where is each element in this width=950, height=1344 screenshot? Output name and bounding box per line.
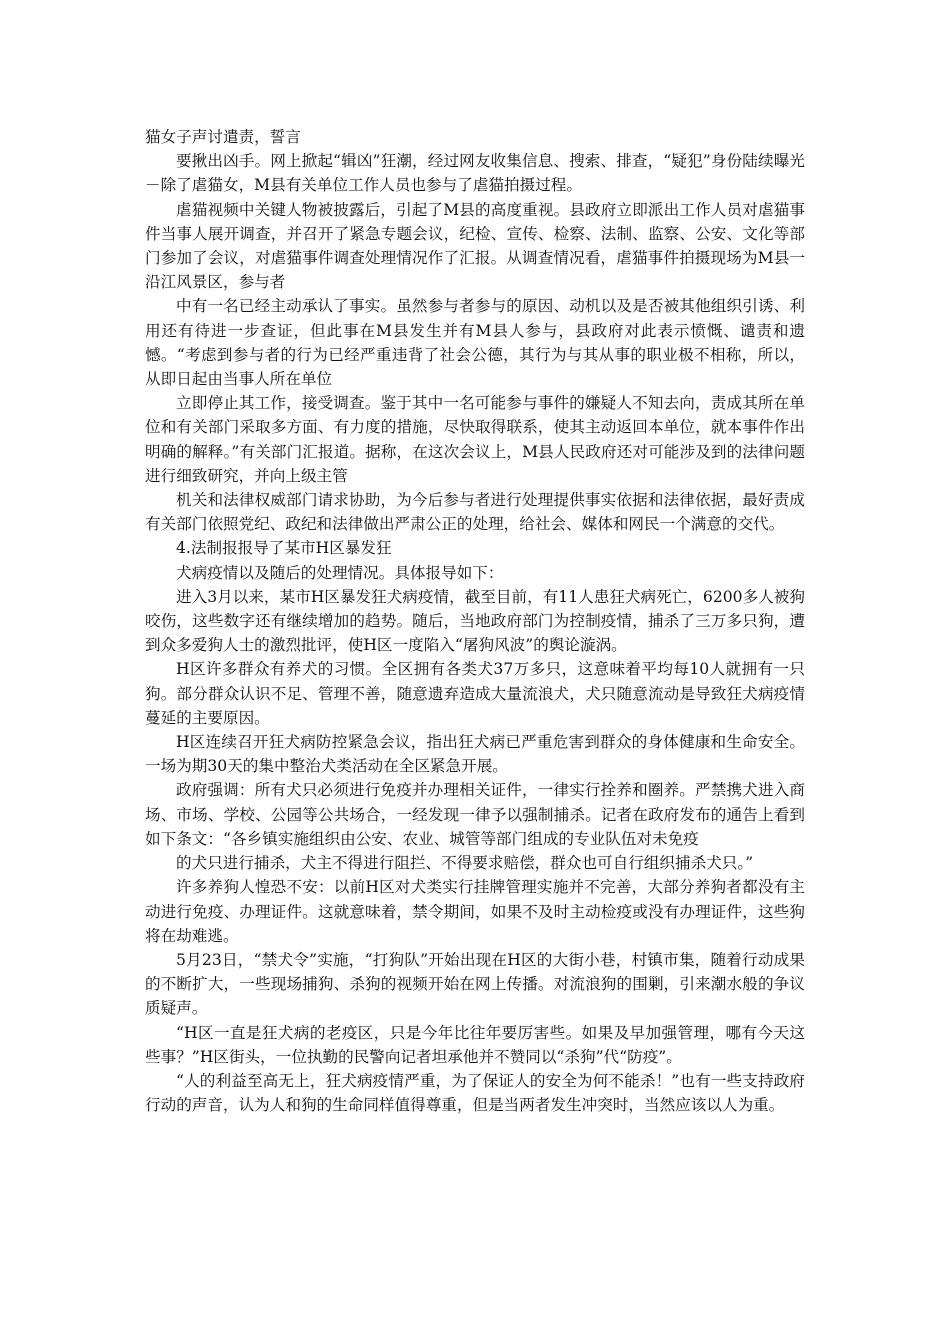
paragraph: 的犬只进行捕杀，犬主不得进行阻拦、不得要求赔偿，群众也可自行组织捕杀犬只。” — [176, 854, 754, 873]
paragraph: 中有一名已经主动承认了事实。虽然参与者参与的原因、动机以及是否被其他组织引诱、利用还有待进一步查证，但此事在M县发生并有M县人参与，县政府对此表示愤慨、谴责和遗憾。“考虑到参与者的行为已经严重违背了社会公德，其行为与其从事的职业极不相称，所以，从即日起由当事人所在单位 — [145, 297, 805, 389]
paragraph: H区许多群众有养犬的习惯。全区拥有各类犬37万多只，这意味着平均每10人就拥有一只狗。部分群众认识不足、管理不善，随意遗弃造成大量流浪犬，犬只随意流动是导致狂犬病疫情蔓延的主要原因。 — [145, 660, 805, 727]
paragraph: 机关和法律权威部门请求协助，为今后参与者进行处理提供事实依据和法律依据，最好责成有关部门依照党纪、政纪和法律做出严肃公正的处理，给社会、媒体和网民一个满意的交代。 — [145, 491, 805, 534]
paragraph: “H区一直是狂犬病的老疫区，只是今年比往年要厉害些。如果及早加强管理，哪有今天这些事？”H区街头，一位执勤的民警向记者坦承他并不赞同以“杀狗”代“防疫”。 — [145, 1023, 805, 1066]
paragraph: 要揪出凶手。网上掀起“辑凶”狂潮，经过网友收集信息、搜索、排查，“疑犯”身份陆续曝光－除了虐猫女，M县有关单位工作人员也参与了虐猫拍摄过程。 — [145, 152, 805, 195]
section-heading: 4.法制报报导了某市H区暴发狂 — [176, 539, 392, 558]
paragraph: 进入3月以来，某市H区暴发狂犬病疫情，截至目前，有11人患狂犬病死亡，6200多人被狗咬伤，这些数字还有继续增加的趋势。随后，当地政府部门为控制疫情，捕杀了三万多只狗，遭到众多爱狗人士的激烈批评，使H区一度陷入“屠狗风波”的舆论漩涡。 — [145, 587, 805, 655]
paragraph: H区连续召开狂犬病防控紧急会议，指出狂犬病已严重危害到群众的身体健康和生命安全。一场为期30天的集中整治犬类活动在全区紧急开展。 — [145, 733, 805, 776]
paragraph: 立即停止其工作，接受调查。鉴于其中一名可能参与事件的嫌疑人不知去向，责成其所在单位和有关部门采取多方面、有力度的措施，尽快取得联系，使其主动返回本单位，就本事件作出明确的解释。”有关部门汇报道。据称，在这次会议上，M县人民政府还对可能涉及到的法律问题进行细致研究，并向上级主管 — [145, 394, 805, 485]
paragraph: 虐猫视频中关键人物被披露后，引起了M县的高度重视。县政府立即派出工作人员对虐猫事件当事人展开调查，并召开了紧急专题会议，纪检、宣传、检察、法制、监察、公安、文化等部门参加了会议，对虐猫事件调查处理情况作了汇报。从调查情况看，虐猫事件拍摄现场为M县一沿江风景区，参与者 — [145, 200, 805, 292]
paragraph: 犬病疫情以及随后的处理情况。具体报导如下： — [176, 563, 504, 582]
document-page — [145, 125, 805, 1117]
paragraph: 猫女子声讨遣责，誓言 — [145, 128, 301, 146]
paragraph: “人的利益至高无上，狂犬病疫情严重，为了保证人的安全为何不能杀！”也有一些支持政府行动的声音，认为人和狗的生命同样值得尊重，但是当两者发生冲突时，当然应该以人为重。 — [145, 1071, 805, 1115]
paragraph: 5月23日，“禁犬令”实施，“打狗队”开始出现在H区的大街小巷，村镇市集，随着行动成果的不断扩大，一些现场捕狗、杀狗的视频开始在网上传播。对流浪狗的围剿，引来潮水般的争议质疑声。 — [145, 950, 805, 1018]
paragraph: 政府强调：所有犬只必须进行免疫并办理相关证件，一律实行拴养和圈养。严禁携犬进入商场、市场、学校、公园等公共场合，一经发现一律予以强制捕杀。记者在政府发布的通告上看到如下条文：“各乡镇实施组织由公安、农业、城管等部门组成的专业队伍对未免疫 — [145, 781, 805, 848]
paragraph: 许多养狗人惶恐不安：以前H区对犬类实行挂牌管理实施并不完善，大部分养狗者都没有主动进行免疫、办理证件。这就意味着，禁令期间，如果不及时主动检疫或没有办理证件，这些狗将在劫难逃。 — [145, 878, 805, 945]
